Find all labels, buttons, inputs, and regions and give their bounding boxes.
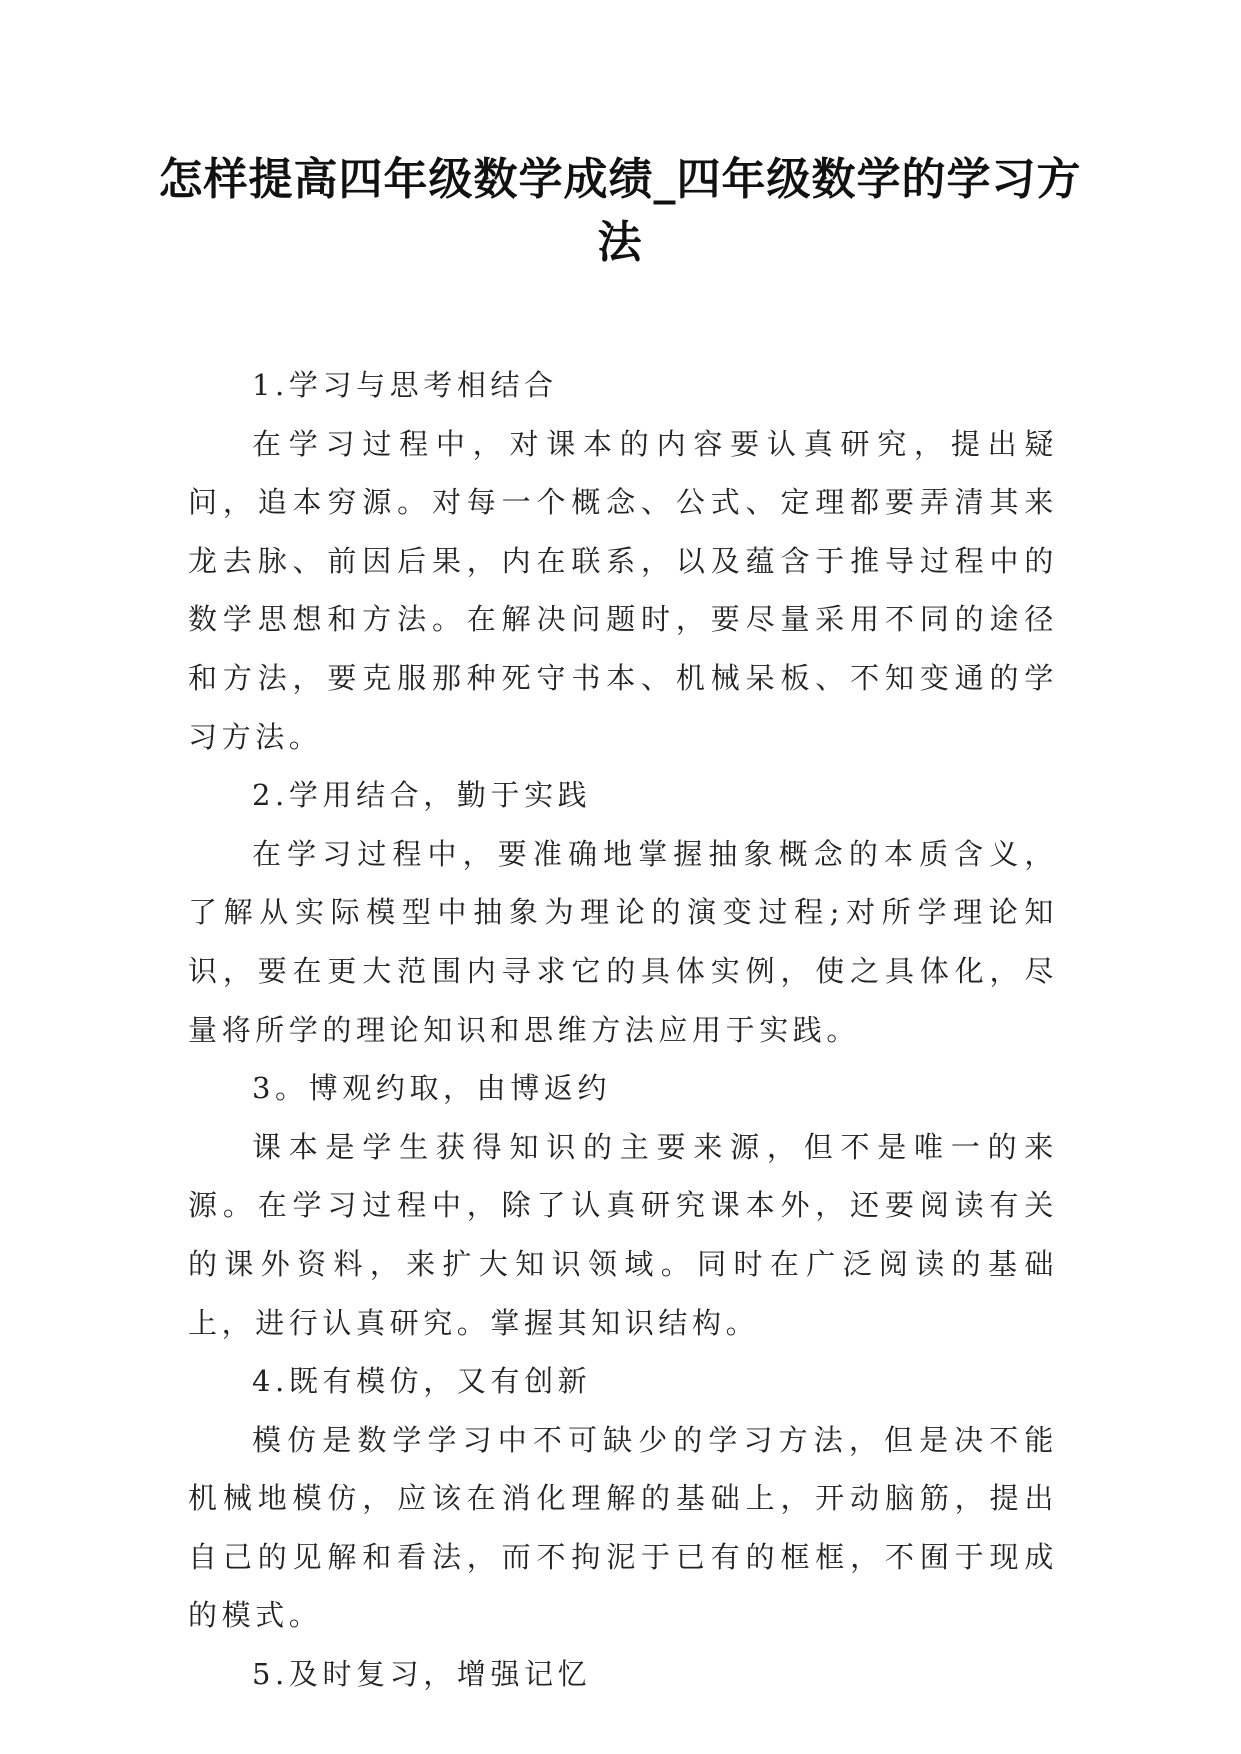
page-title: 怎样提高四年级数学成绩_四年级数学的学习方法 — [158, 154, 1082, 268]
section-paragraph-3: 课本是学生获得知识的主要来源，但不是唯一的来源。在学习过程中，除了认真研究课本外，还要阅读有关的课外资料，来扩大知识领域。同时在广泛阅读的基础上，进行认真研究。掌握其知识结构。 — [188, 1129, 1058, 1340]
section-heading-3: 3。博观约取，由博返约 — [252, 1071, 612, 1106]
section-heading-2: 2.学用结合，勤于实践 — [252, 778, 592, 813]
section-paragraph-2: 在学习过程中，要准确地掌握抽象概念的本质含义，了解从实际模型中抽象为理论的演变过程;对所学理论知识，要在更大范围内寻求它的具体实例，使之具体化，尽量将所学的理论知识和思维方法应用于实践。 — [188, 836, 1058, 1047]
section-paragraph-4: 模仿是数学学习中不可缺少的学习方法，但是决不能机械地模仿，应该在消化理解的基础上，开动脑筋，提出自己的见解和看法，而不拘泥于已有的框框，不囿于现成的模式。 — [188, 1422, 1058, 1633]
section-heading-1: 1.学习与思考相结合 — [252, 368, 558, 402]
section-heading-4: 4.既有模仿，又有创新 — [252, 1364, 592, 1399]
article-body — [188, 356, 1058, 1704]
section-heading-5: 5.及时复习，增强记忆 — [252, 1657, 592, 1692]
section-paragraph-1: 在学习过程中，对课本的内容要认真研究，提出疑问，追本穷源。对每一个概念、公式、定理都要弄清其来龙去脉、前因后果，内在联系，以及蕴含于推导过程中的数学思想和方法。在解决问题时，要尽量采用不同的途径和方法，要克服那种死守书本、机械呆板、不知变通的学习方法。 — [188, 426, 1058, 754]
